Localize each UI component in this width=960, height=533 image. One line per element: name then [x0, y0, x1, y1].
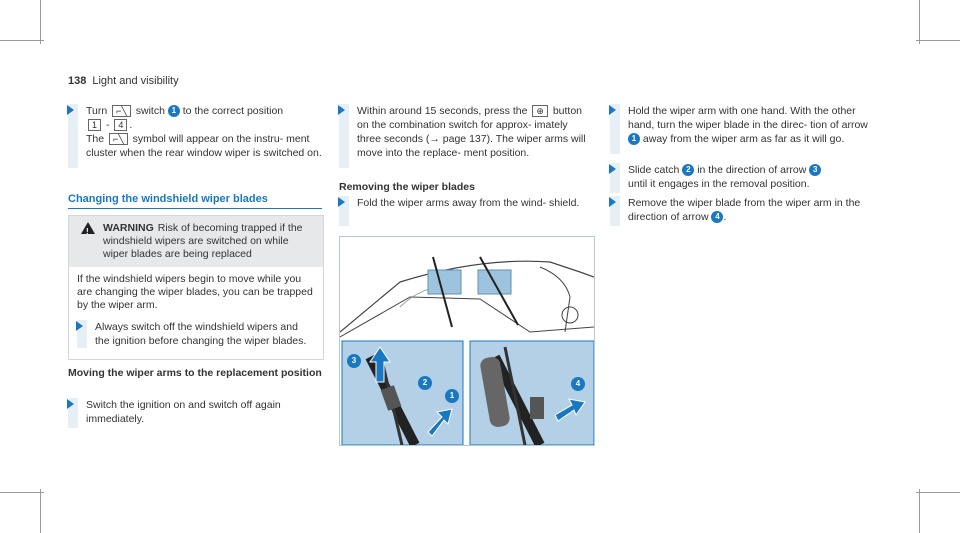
step-arrow-icon [609, 105, 616, 115]
callout-4: 4 [711, 211, 723, 223]
position-1-key: 1 [88, 119, 101, 131]
figure-callout-1: 1 [445, 389, 459, 403]
section-rule [68, 208, 322, 209]
section-title: Changing the windshield wiper blades [68, 193, 268, 205]
rear-wiper-symbol-icon: ⌐╲ [109, 133, 128, 145]
callout-1: 1 [168, 105, 180, 117]
wiper-diagram [340, 237, 594, 445]
step-arrow-icon [76, 321, 83, 331]
instruction-step [610, 104, 870, 154]
page-number: 138 [68, 75, 87, 87]
callout-1: 1 [628, 133, 640, 145]
crop-mark [916, 40, 960, 41]
step-text: Hold the wiper arm with one hand. With the other hand, turn the wiper blade in the direc- tion of arrow 1 away from the wiper arm as far as it will go. [628, 105, 868, 145]
step-arrow-icon [338, 197, 345, 207]
step-text: Switch the ignition on and switch off again immediately. [86, 399, 281, 425]
instruction-step [339, 104, 593, 168]
step-arrow-icon [609, 197, 616, 207]
crop-mark [916, 492, 960, 493]
crop-mark [919, 489, 920, 533]
step-arrow-icon [67, 105, 74, 115]
step-text: Fold the wiper arms away from the wind- shield. [357, 197, 580, 209]
warning-label: WARNING [103, 222, 154, 234]
figure-callout-3: 3 [347, 354, 361, 368]
warning-box [68, 215, 324, 360]
warning-step-text: Always switch off the windshield wipers and the ignition before changing the wiper blades. [95, 321, 307, 347]
figure-callout-4: 4 [571, 377, 585, 391]
crop-mark [0, 492, 44, 493]
step-arrow-icon [609, 164, 616, 174]
step-arrow-icon [67, 399, 74, 409]
instruction-step [339, 196, 593, 226]
warning-step [77, 320, 315, 348]
step-text: Within around 15 seconds, press the ⊕ button on the combination switch for approx- imately three seconds (→ page 137). The wiper arms will move into the replace- ment position. [357, 105, 586, 159]
crop-mark [40, 489, 41, 533]
step-arrow-icon [338, 105, 345, 115]
crop-mark [0, 40, 44, 41]
callout-2: 2 [682, 164, 694, 176]
page-header [68, 75, 179, 87]
rear-wiper-symbol-icon: ⌐╲ [112, 105, 131, 117]
warning-head-text: Risk of becoming trapped if the windshield wipers are switched on while wiper blades are being replaced [103, 222, 303, 260]
instruction-step [610, 196, 870, 226]
callout-3: 3 [809, 164, 821, 176]
step-text: Remove the wiper blade from the wiper arm in the direction of arrow 4 . [628, 197, 861, 223]
crop-mark [40, 0, 41, 44]
warning-body [69, 267, 323, 354]
section-name: Light and visibility [92, 75, 179, 87]
warning-body-text: If the windshield wipers begin to move while you are changing the wiper blades, you can be trapped by the wiper arm. [77, 273, 313, 311]
subheading: Removing the wiper blades [339, 181, 475, 193]
step-text: Slide catch 2 in the direction of arrow 3 until it engages in the removal position. [628, 163, 870, 191]
instruction-step [68, 104, 322, 168]
warning-triangle-icon: ! [81, 222, 95, 234]
figure-callout-2: 2 [418, 376, 432, 390]
instruction-step [68, 398, 322, 428]
crop-mark [919, 0, 920, 44]
instruction-step [610, 163, 870, 193]
wiper-blade-illustration [339, 236, 595, 446]
warning-header [69, 216, 323, 267]
subheading: Moving the wiper arms to the replacement position [68, 367, 322, 379]
position-4-key: 4 [114, 119, 127, 131]
step-text: Turn ⌐╲ switch 1 to the correct position 1 - 4 . The ⌐╲ symbol will appear on the instru- ment cluster when the rear window wiper is switched on. [86, 105, 322, 159]
wiper-button-icon: ⊕ [532, 105, 548, 117]
